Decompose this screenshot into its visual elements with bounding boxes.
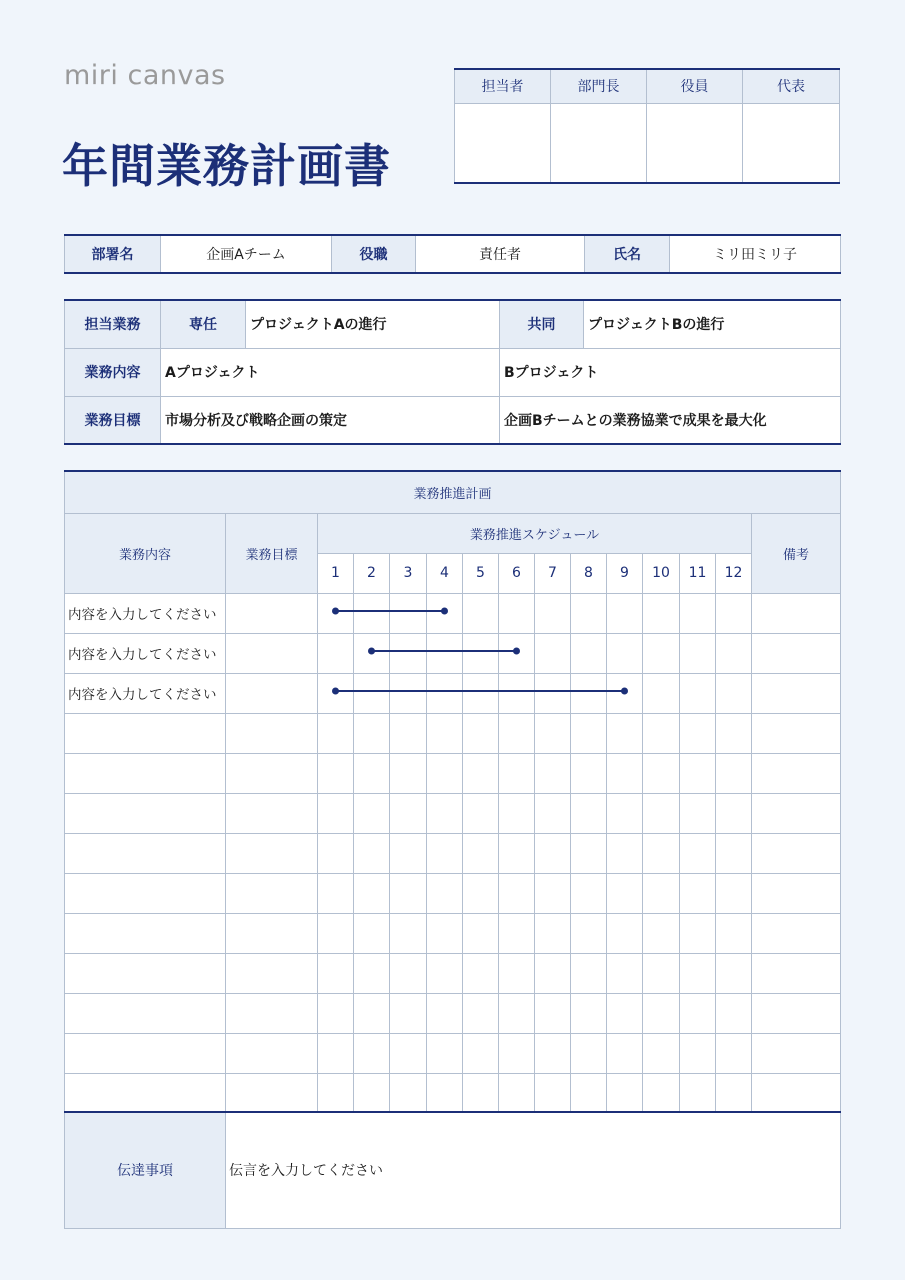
month-cell-8[interactable]	[571, 753, 607, 793]
goal-b-value[interactable]: 企画Bチームとの業務協業で成果を最大化	[500, 396, 841, 444]
month-header-12: 12	[716, 553, 752, 593]
month-cell-12[interactable]	[716, 673, 752, 713]
month-cell-4[interactable]	[427, 993, 463, 1033]
task-goal-cell[interactable]	[226, 953, 318, 993]
remarks-cell[interactable]	[752, 833, 841, 873]
month-cell-6[interactable]	[499, 993, 535, 1033]
month-cell-4[interactable]	[427, 673, 463, 713]
remarks-cell[interactable]	[752, 753, 841, 793]
message-value[interactable]: 伝言を入力してください	[226, 1112, 841, 1228]
schedule-table	[64, 470, 841, 1114]
goal-label: 業務目標	[65, 396, 161, 444]
month-cell-9[interactable]	[607, 793, 643, 833]
month-cell-12[interactable]	[716, 753, 752, 793]
task-goal-cell[interactable]	[226, 753, 318, 793]
task-content-cell[interactable]	[65, 793, 226, 833]
task-content-cell[interactable]	[65, 1073, 226, 1113]
month-cell-3[interactable]	[390, 633, 427, 673]
page-title: 年間業務計画書	[62, 139, 391, 193]
month-cell-5[interactable]	[463, 593, 499, 633]
month-cell-10[interactable]	[643, 1073, 680, 1113]
content-label: 業務内容	[65, 348, 161, 396]
month-header-5: 5	[463, 553, 499, 593]
task-goal-cell[interactable]	[226, 793, 318, 833]
name-value[interactable]: ミリ田ミリ子	[670, 235, 841, 273]
month-cell-3[interactable]	[390, 1033, 427, 1073]
remarks-cell[interactable]	[752, 793, 841, 833]
month-cell-8[interactable]	[571, 713, 607, 753]
schedule-row	[65, 913, 841, 953]
month-cell-1[interactable]	[318, 713, 354, 753]
col-remarks-header: 備考	[752, 513, 841, 593]
month-cell-11[interactable]	[680, 993, 716, 1033]
month-cell-9[interactable]	[607, 713, 643, 753]
month-cell-11[interactable]	[680, 793, 716, 833]
month-cell-9[interactable]	[607, 633, 643, 673]
task-content-cell[interactable]	[65, 873, 226, 913]
month-cell-1[interactable]	[318, 913, 354, 953]
month-cell-7[interactable]	[535, 753, 571, 793]
month-cell-12[interactable]	[716, 1073, 752, 1113]
month-header-9: 9	[607, 553, 643, 593]
month-cell-6[interactable]	[499, 593, 535, 633]
month-cell-5[interactable]	[463, 673, 499, 713]
month-cell-1[interactable]	[318, 1033, 354, 1073]
month-cell-2[interactable]	[354, 633, 390, 673]
month-cell-2[interactable]	[354, 673, 390, 713]
message-label: 伝達事項	[65, 1112, 226, 1228]
remarks-cell[interactable]	[752, 873, 841, 913]
schedule-row	[65, 793, 841, 833]
month-cell-6[interactable]	[499, 753, 535, 793]
month-cell-4[interactable]	[427, 753, 463, 793]
month-header-2: 2	[354, 553, 390, 593]
month-header-10: 10	[643, 553, 680, 593]
month-cell-9[interactable]	[607, 1033, 643, 1073]
month-cell-10[interactable]	[643, 793, 680, 833]
month-cell-6[interactable]	[499, 713, 535, 753]
month-cell-8[interactable]	[571, 793, 607, 833]
month-cell-8[interactable]	[571, 633, 607, 673]
month-cell-10[interactable]	[643, 673, 680, 713]
month-cell-2[interactable]	[354, 953, 390, 993]
month-cell-12[interactable]	[716, 953, 752, 993]
task-content-cell[interactable]	[65, 833, 226, 873]
month-cell-3[interactable]	[390, 1073, 427, 1113]
month-cell-4[interactable]	[427, 793, 463, 833]
month-cell-12[interactable]	[716, 593, 752, 633]
month-cell-2[interactable]	[354, 1073, 390, 1113]
month-cell-7[interactable]	[535, 673, 571, 713]
approval-label-executive: 役員	[647, 69, 743, 103]
remarks-cell[interactable]	[752, 633, 841, 673]
month-cell-2[interactable]	[354, 993, 390, 1033]
month-cell-8[interactable]	[571, 1073, 607, 1113]
month-cell-10[interactable]	[643, 593, 680, 633]
month-cell-10[interactable]	[643, 913, 680, 953]
role-value[interactable]: 責任者	[416, 235, 585, 273]
month-cell-3[interactable]	[390, 993, 427, 1033]
month-cell-10[interactable]	[643, 953, 680, 993]
month-cell-4[interactable]	[427, 1073, 463, 1113]
approval-label-staff: 担当者	[455, 69, 551, 103]
month-cell-12[interactable]	[716, 913, 752, 953]
dept-value[interactable]: 企画Aチーム	[161, 235, 332, 273]
schedule-row	[65, 1033, 841, 1073]
month-cell-6[interactable]	[499, 913, 535, 953]
month-cell-3[interactable]	[390, 593, 427, 633]
month-cell-1[interactable]	[318, 993, 354, 1033]
month-cell-6[interactable]	[499, 873, 535, 913]
month-cell-4[interactable]	[427, 1033, 463, 1073]
month-cell-2[interactable]	[354, 713, 390, 753]
month-cell-2[interactable]	[354, 1033, 390, 1073]
month-cell-4[interactable]	[427, 913, 463, 953]
task-goal-cell[interactable]	[226, 833, 318, 873]
month-cell-5[interactable]	[463, 793, 499, 833]
schedule-title: 業務推進計画	[65, 471, 841, 513]
month-cell-4[interactable]	[427, 713, 463, 753]
month-cell-12[interactable]	[716, 993, 752, 1033]
month-cell-11[interactable]	[680, 873, 716, 913]
month-cell-9[interactable]	[607, 593, 643, 633]
month-cell-5[interactable]	[463, 873, 499, 913]
name-label: 氏名	[585, 235, 670, 273]
month-header-3: 3	[390, 553, 427, 593]
month-cell-8[interactable]	[571, 1033, 607, 1073]
month-cell-3[interactable]	[390, 873, 427, 913]
month-cell-7[interactable]	[535, 913, 571, 953]
task-goal-cell[interactable]	[226, 993, 318, 1033]
month-cell-5[interactable]	[463, 953, 499, 993]
month-cell-12[interactable]	[716, 633, 752, 673]
remarks-cell[interactable]	[752, 913, 841, 953]
remarks-cell[interactable]	[752, 953, 841, 993]
month-cell-5[interactable]	[463, 633, 499, 673]
month-cell-1[interactable]	[318, 793, 354, 833]
task-goal-cell[interactable]	[226, 1033, 318, 1073]
month-cell-11[interactable]	[680, 1033, 716, 1073]
month-cell-2[interactable]	[354, 753, 390, 793]
duties-table	[64, 299, 841, 445]
month-cell-10[interactable]	[643, 633, 680, 673]
month-cell-3[interactable]	[390, 953, 427, 993]
month-cell-4[interactable]	[427, 873, 463, 913]
schedule-row	[65, 673, 841, 713]
dept-label: 部署名	[65, 235, 161, 273]
task-goal-cell[interactable]	[226, 593, 318, 633]
month-cell-1[interactable]	[318, 833, 354, 873]
month-cell-5[interactable]	[463, 1073, 499, 1113]
month-cell-12[interactable]	[716, 713, 752, 753]
schedule-row	[65, 873, 841, 913]
month-cell-8[interactable]	[571, 833, 607, 873]
schedule-row	[65, 713, 841, 753]
task-goal-cell[interactable]	[226, 673, 318, 713]
month-cell-3[interactable]	[390, 913, 427, 953]
col-content-header: 業務内容	[65, 513, 226, 593]
month-cell-11[interactable]	[680, 913, 716, 953]
month-header-7: 7	[535, 553, 571, 593]
month-header-4: 4	[427, 553, 463, 593]
remarks-cell[interactable]	[752, 713, 841, 753]
month-cell-3[interactable]	[390, 793, 427, 833]
message-table	[64, 1111, 841, 1229]
task-goal-cell[interactable]	[226, 633, 318, 673]
task-content-cell[interactable]: 内容を入力してください	[65, 673, 226, 713]
schedule-row	[65, 833, 841, 873]
month-cell-9[interactable]	[607, 1073, 643, 1113]
month-cell-12[interactable]	[716, 873, 752, 913]
month-cell-8[interactable]	[571, 953, 607, 993]
month-cell-5[interactable]	[463, 913, 499, 953]
month-cell-7[interactable]	[535, 633, 571, 673]
month-cell-4[interactable]	[427, 633, 463, 673]
col-goal-header: 業務目標	[226, 513, 318, 593]
schedule-row	[65, 993, 841, 1033]
month-cell-5[interactable]	[463, 753, 499, 793]
month-cell-8[interactable]	[571, 673, 607, 713]
month-cell-7[interactable]	[535, 833, 571, 873]
month-cell-1[interactable]	[318, 873, 354, 913]
joint-value[interactable]: プロジェクトBの進行	[584, 300, 841, 348]
month-cell-11[interactable]	[680, 713, 716, 753]
schedule-row	[65, 593, 841, 633]
task-content-cell[interactable]: 内容を入力してください	[65, 633, 226, 673]
approval-stamp-staff[interactable]	[455, 103, 551, 183]
month-cell-8[interactable]	[571, 593, 607, 633]
month-cell-1[interactable]	[318, 593, 354, 633]
month-cell-7[interactable]	[535, 993, 571, 1033]
month-cell-9[interactable]	[607, 833, 643, 873]
month-cell-7[interactable]	[535, 1073, 571, 1113]
month-cell-2[interactable]	[354, 913, 390, 953]
col-schedule-header: 業務推進スケジュール	[318, 513, 752, 553]
approval-label-dept-head: 部門長	[551, 69, 647, 103]
month-cell-7[interactable]	[535, 953, 571, 993]
month-cell-6[interactable]	[499, 1073, 535, 1113]
month-cell-6[interactable]	[499, 633, 535, 673]
month-cell-2[interactable]	[354, 793, 390, 833]
month-cell-11[interactable]	[680, 633, 716, 673]
month-cell-10[interactable]	[643, 713, 680, 753]
content-b-value[interactable]: Bプロジェクト	[500, 348, 841, 396]
month-cell-4[interactable]	[427, 593, 463, 633]
month-cell-6[interactable]	[499, 953, 535, 993]
month-cell-9[interactable]	[607, 753, 643, 793]
month-cell-1[interactable]	[318, 633, 354, 673]
remarks-cell[interactable]	[752, 993, 841, 1033]
month-cell-11[interactable]	[680, 833, 716, 873]
schedule-row	[65, 753, 841, 793]
task-goal-cell[interactable]	[226, 1073, 318, 1113]
joint-label: 共同	[500, 300, 584, 348]
goal-a-value[interactable]: 市場分析及び戦略企画の策定	[161, 396, 500, 444]
month-cell-7[interactable]	[535, 713, 571, 753]
task-content-cell[interactable]	[65, 953, 226, 993]
month-cell-1[interactable]	[318, 753, 354, 793]
month-cell-4[interactable]	[427, 833, 463, 873]
month-cell-7[interactable]	[535, 1033, 571, 1073]
approval-stamp-executive[interactable]	[647, 103, 743, 183]
month-cell-7[interactable]	[535, 793, 571, 833]
month-cell-12[interactable]	[716, 833, 752, 873]
month-cell-12[interactable]	[716, 1033, 752, 1073]
month-cell-2[interactable]	[354, 593, 390, 633]
month-header-6: 6	[499, 553, 535, 593]
month-cell-3[interactable]	[390, 673, 427, 713]
month-cell-4[interactable]	[427, 953, 463, 993]
month-cell-11[interactable]	[680, 753, 716, 793]
month-header-8: 8	[571, 553, 607, 593]
month-cell-1[interactable]	[318, 953, 354, 993]
miri-canvas-logo: miri canvas	[64, 60, 226, 91]
month-cell-6[interactable]	[499, 1033, 535, 1073]
month-cell-9[interactable]	[607, 993, 643, 1033]
month-cell-6[interactable]	[499, 833, 535, 873]
remarks-cell[interactable]	[752, 1033, 841, 1073]
month-cell-3[interactable]	[390, 713, 427, 753]
month-cell-12[interactable]	[716, 793, 752, 833]
approval-stamp-representative[interactable]	[743, 103, 840, 183]
role-label: 役職	[332, 235, 416, 273]
schedule-row	[65, 953, 841, 993]
task-content-cell[interactable]: 内容を入力してください	[65, 593, 226, 633]
task-goal-cell[interactable]	[226, 913, 318, 953]
approval-stamp-dept-head[interactable]	[551, 103, 647, 183]
month-header-1: 1	[318, 553, 354, 593]
month-cell-5[interactable]	[463, 713, 499, 753]
month-cell-10[interactable]	[643, 873, 680, 913]
month-cell-5[interactable]	[463, 1033, 499, 1073]
task-content-cell[interactable]	[65, 1033, 226, 1073]
month-cell-8[interactable]	[571, 913, 607, 953]
task-goal-cell[interactable]	[226, 713, 318, 753]
remarks-cell[interactable]	[752, 1073, 841, 1113]
month-header-11: 11	[680, 553, 716, 593]
month-cell-8[interactable]	[571, 993, 607, 1033]
task-content-cell[interactable]	[65, 913, 226, 953]
month-cell-3[interactable]	[390, 753, 427, 793]
month-cell-11[interactable]	[680, 953, 716, 993]
approval-label-representative: 代表	[743, 69, 840, 103]
approval-table	[454, 68, 840, 184]
info-table	[64, 234, 841, 274]
task-content-cell[interactable]	[65, 993, 226, 1033]
schedule-row	[65, 633, 841, 673]
month-cell-3[interactable]	[390, 833, 427, 873]
month-cell-6[interactable]	[499, 673, 535, 713]
month-cell-8[interactable]	[571, 873, 607, 913]
sole-value[interactable]: プロジェクトAの進行	[246, 300, 500, 348]
month-cell-9[interactable]	[607, 953, 643, 993]
month-cell-2[interactable]	[354, 833, 390, 873]
month-cell-11[interactable]	[680, 673, 716, 713]
month-cell-2[interactable]	[354, 873, 390, 913]
month-cell-10[interactable]	[643, 993, 680, 1033]
month-cell-10[interactable]	[643, 753, 680, 793]
month-cell-1[interactable]	[318, 1073, 354, 1113]
schedule-row	[65, 1073, 841, 1113]
task-content-cell[interactable]	[65, 753, 226, 793]
content-a-value[interactable]: Aプロジェクト	[161, 348, 500, 396]
remarks-cell[interactable]	[752, 673, 841, 713]
month-cell-9[interactable]	[607, 673, 643, 713]
month-cell-11[interactable]	[680, 1073, 716, 1113]
remarks-cell[interactable]	[752, 593, 841, 633]
month-cell-1[interactable]	[318, 673, 354, 713]
task-content-cell[interactable]	[65, 713, 226, 753]
month-cell-10[interactable]	[643, 1033, 680, 1073]
month-cell-5[interactable]	[463, 833, 499, 873]
month-cell-9[interactable]	[607, 873, 643, 913]
month-cell-11[interactable]	[680, 593, 716, 633]
month-cell-7[interactable]	[535, 873, 571, 913]
month-cell-5[interactable]	[463, 993, 499, 1033]
month-cell-7[interactable]	[535, 593, 571, 633]
month-cell-10[interactable]	[643, 833, 680, 873]
sole-label: 専任	[161, 300, 246, 348]
month-cell-9[interactable]	[607, 913, 643, 953]
assigned-duty-label: 担当業務	[65, 300, 161, 348]
task-goal-cell[interactable]	[226, 873, 318, 913]
month-cell-6[interactable]	[499, 793, 535, 833]
